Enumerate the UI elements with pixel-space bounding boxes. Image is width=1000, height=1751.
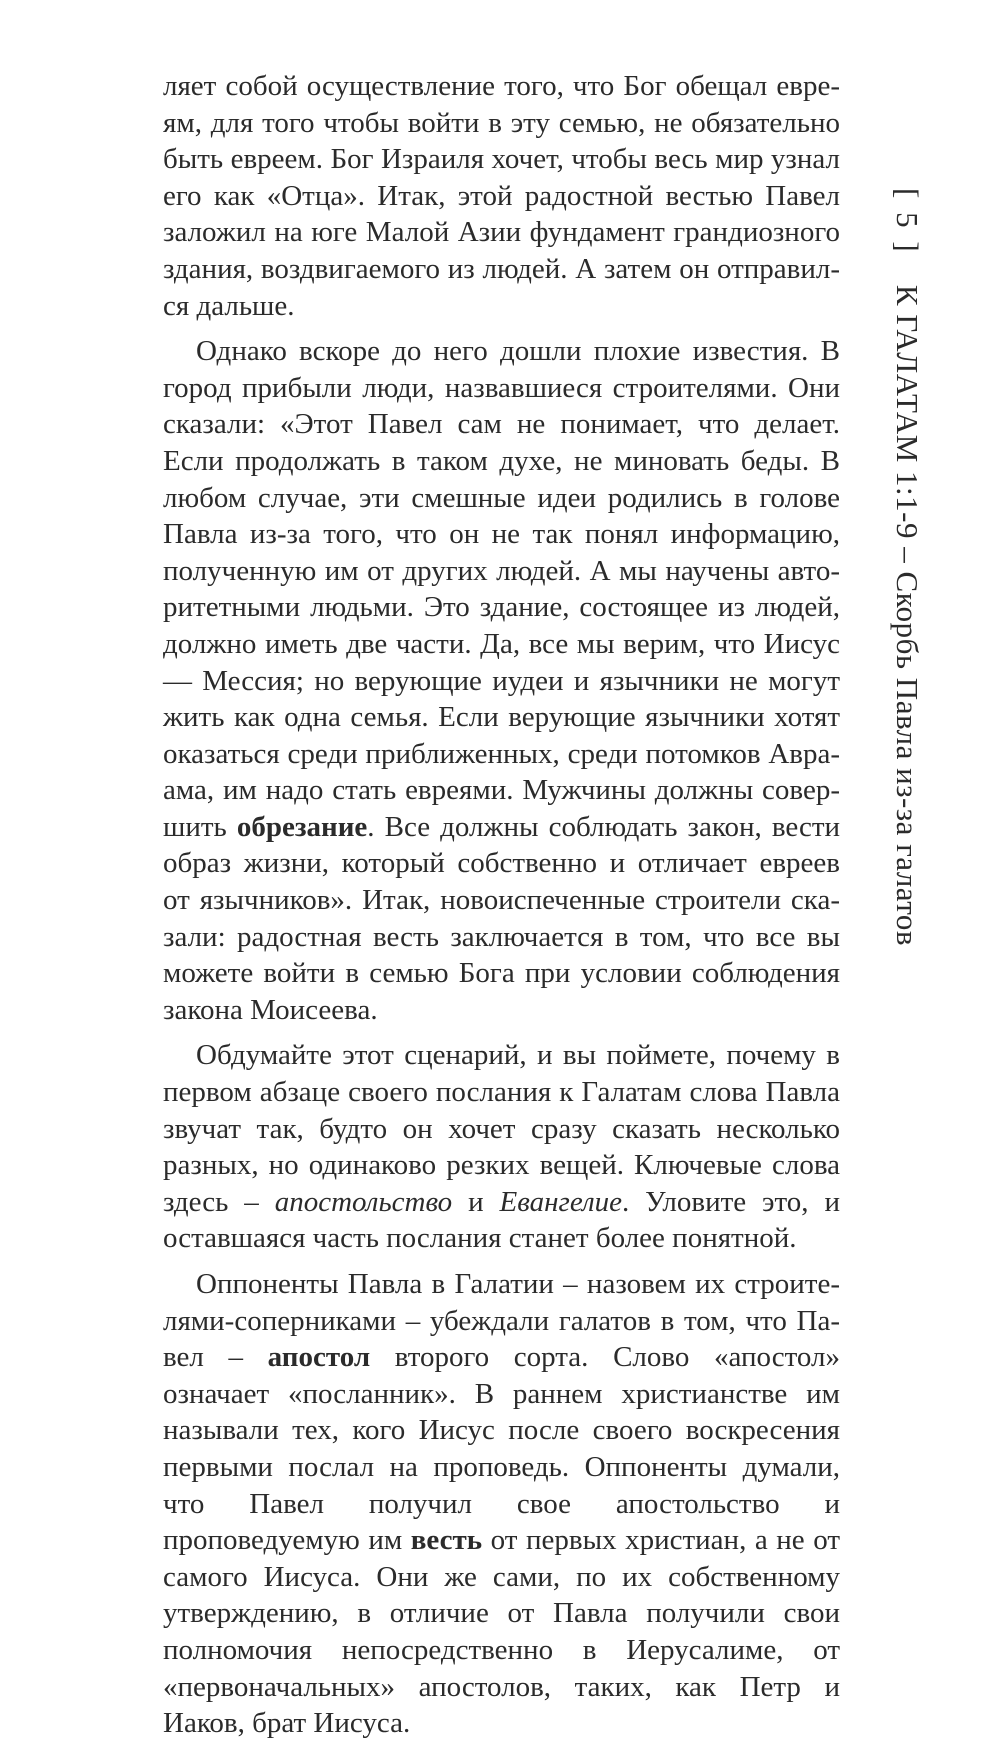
running-header [877,188,937,946]
paragraph-text: и [452,1185,500,1218]
term-italic: Евангелие [499,1185,622,1218]
term-bold: апостол [267,1341,371,1374]
term-bold: весть [410,1524,483,1557]
paragraph-text: Обдумайте этот сценарий, и вы поймете, почему в первом абзаце своего послания к Галатам слова Павла звучат так, будто он хочет сразу сказать несколько разных, но одинаково резких вещей. Ключевые слова здесь – [163,1039,840,1218]
paragraph [163,1037,840,1257]
paragraph [163,68,840,324]
paragraph-text: ляет собой осуществление того, что Бог обещал евреям, для того чтобы войти в эту семью, не обязательно быть евреем. Бог Израиля хочет, чтобы весь мир узнал его как «Отца». Итак, этой радостной вестью Павел заложил на юге Малой Азии фундамент грандиозного здания, воздвигаемого из людей. А затем он отправился дальше. [163,70,840,322]
paragraph-text: второго сорта. Слово «апостол» означает «посланник». В раннем христианстве им называли тех, кого Иисус после своего воскресения первыми послал на проповедь. Оппоненты думали, что Павел получил свое апостольство и проповедуемую им [163,1341,840,1557]
paragraph-text: Оппоненты Павла в Галатии – назовем их строителями-соперниками – убеждали галатов в том, что Павел – [163,1268,840,1374]
paragraph [163,1266,840,1742]
paragraph-text: от первых христиан, а не от самого Иисуса. Они же сами, по их собственному утверждению, в отличие от Павла получили свои полномочия непосредственно в Иерусалиме, от «первоначальных» апостолов, таких, как Петр и Иаков, брат Иисуса. [163,1524,840,1740]
paragraph-text: . Уловите это, и оставшаяся часть послания станет более понятной. [163,1185,840,1255]
page-number: [ 5 ] [890,188,925,255]
paragraph-text: . Все должны соблюдать закон, вести образ жизни, который собственно и отличает евреев от язычников». Итак, новоиспеченные строители сказали: радостная весть заключается в том, что все вы можете войти в семью Бога при условии соблюдения закона Моисеева. [163,810,841,1026]
paragraph [163,333,840,1028]
paragraph-text: Однако вскоре до него дошли плохие известия. В город прибыли люди, назвавшиеся строителями. Они сказали: «Этот Павел сам не понимает, что делает. Если продолжать в таком духе, не миновать беды. В любом случае, эти смешные идеи родились в голове Павла из-за того, что он не так понял информацию, полученную им от других людей. А мы научены авторитетными людьми. Это здание, состоящее из людей, должно иметь две части. Да, все мы верим, что Иисус— Мессия; но верующие иудеи и язычники не могут жить как одна семья. Если верующие язычники хотят оказаться среди приближенных, среди потомков Авраама, им надо стать евреями. Мужчины должны совершить [163,335,840,843]
term-bold: обрезание [236,810,368,843]
term-italic: апостольство [274,1185,453,1218]
body-text [163,68,840,1751]
chapter-title: К ГАЛАТАМ 1:1-9 – Скорбь Павла из-за галатов [890,284,925,947]
